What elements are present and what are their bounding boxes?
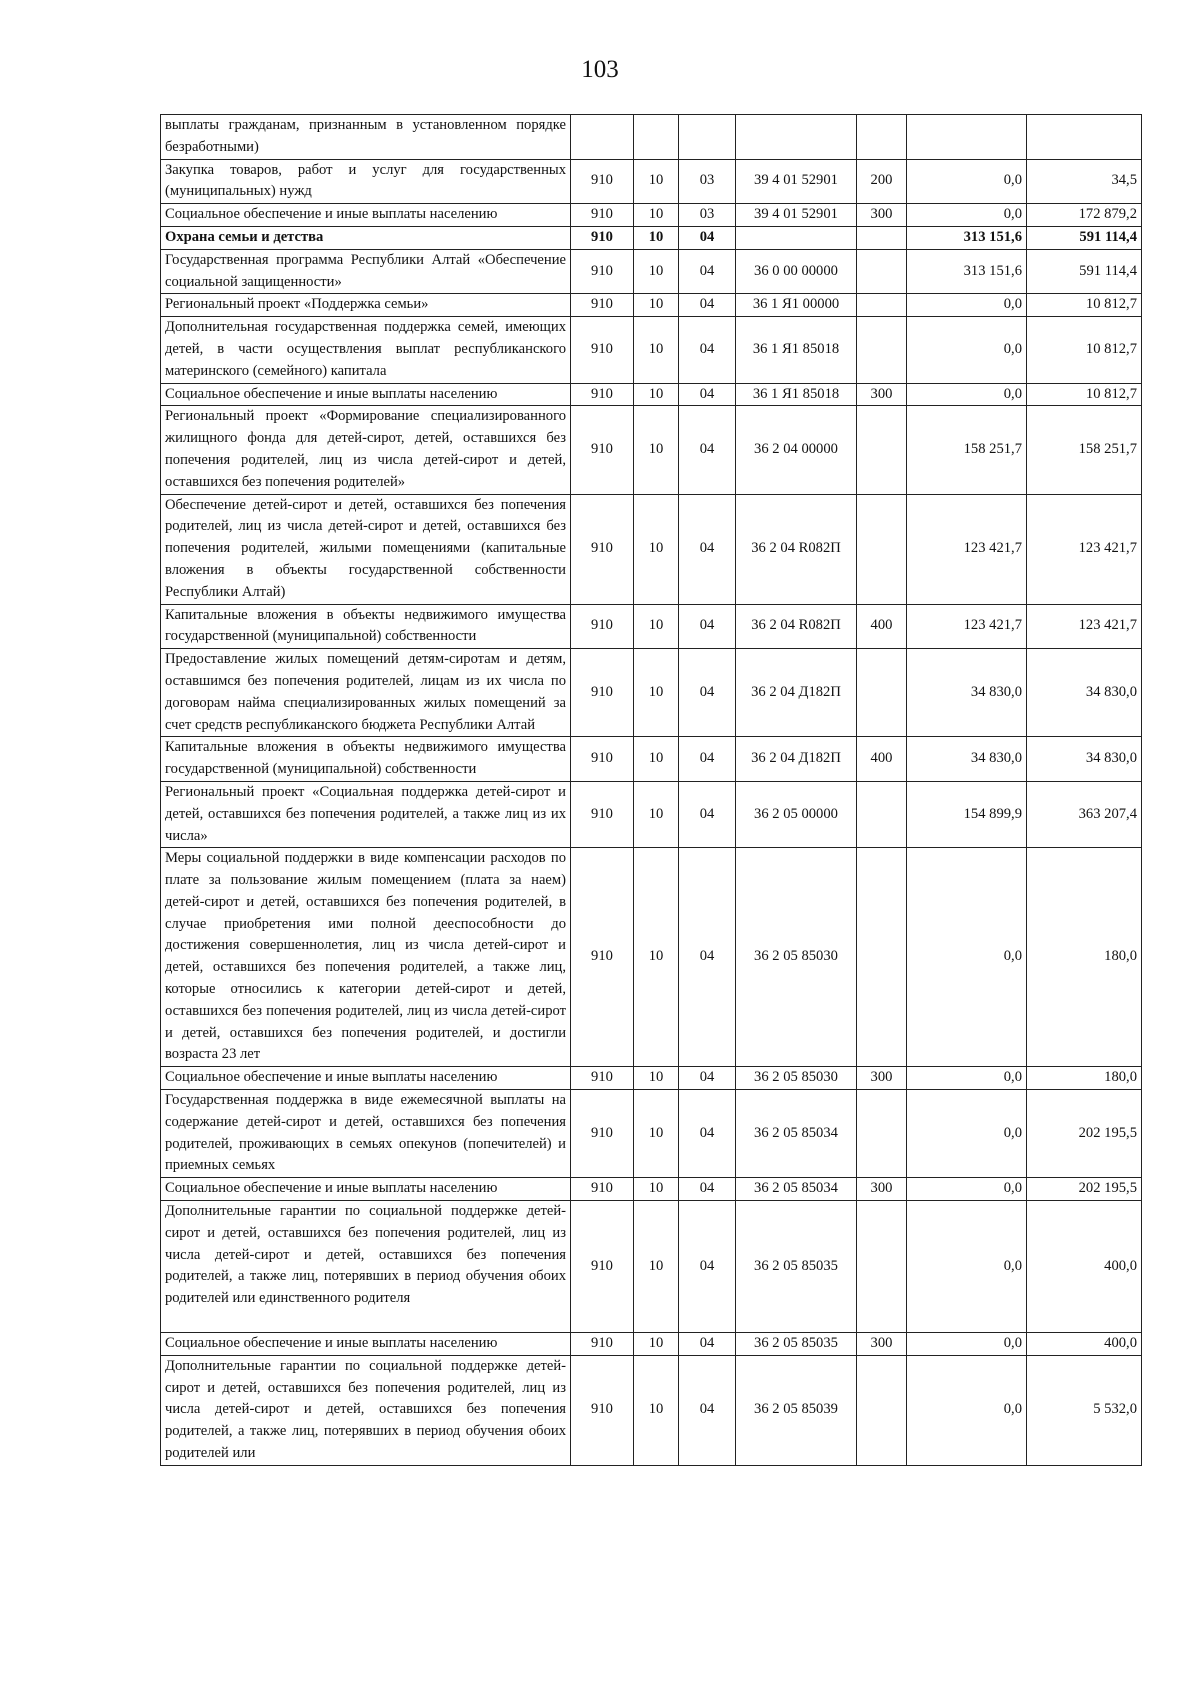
subsection-code-cell: 04 [679,406,736,494]
table-row [161,226,1142,249]
amount-year1-cell: 34 830,0 [907,737,1027,782]
section-code-cell: 10 [634,649,679,737]
expense-type-cell: 300 [857,204,907,227]
subsection-code-cell: 04 [679,1178,736,1201]
amount-year2-cell: 158 251,7 [1027,406,1142,494]
subsection-code-cell: 04 [679,494,736,604]
section-code-cell: 10 [634,294,679,317]
section-code-cell: 10 [634,204,679,227]
amount-year2-cell: 180,0 [1027,848,1142,1067]
target-article-cell: 36 1 Я1 85018 [736,383,857,406]
target-article-cell: 36 2 05 85035 [736,1333,857,1356]
subsection-code-cell: 04 [679,1201,736,1333]
row-name-cell: Социальное обеспечение и иные выплаты населению [161,1067,571,1090]
amount-year2-cell: 180,0 [1027,1067,1142,1090]
table-row [161,494,1142,604]
target-article-cell: 36 2 04 Д182П [736,737,857,782]
amount-year2-cell: 400,0 [1027,1333,1142,1356]
row-name-cell: Обеспечение детей-сирот и детей, оставшихся без попечения родителей, лиц из числа детей-сирот и детей, оставшихся без попечения родителей, жилыми помещениями (капитальные вложения в объекты государственной собственности Республики Алтай) [161,494,571,604]
table-row [161,406,1142,494]
subsection-code-cell: 04 [679,226,736,249]
amount-year2-cell: 34 830,0 [1027,737,1142,782]
subsection-code-cell: 04 [679,1355,736,1465]
target-article-cell: 39 4 01 52901 [736,204,857,227]
subsection-code-cell: 04 [679,737,736,782]
amount-year1-cell: 154 899,9 [907,781,1027,847]
table-row [161,649,1142,737]
row-name-cell: Закупка товаров, работ и услуг для государственных (муниципальных) нужд [161,159,571,204]
row-name-cell: Социальное обеспечение и иные выплаты населению [161,1178,571,1201]
section-code-cell: 10 [634,1067,679,1090]
target-article-cell: 36 2 05 00000 [736,781,857,847]
amount-year1-cell: 0,0 [907,1178,1027,1201]
amount-year2-cell: 591 114,4 [1027,249,1142,294]
amount-year1-cell: 0,0 [907,1333,1027,1356]
amount-year2-cell: 172 879,2 [1027,204,1142,227]
subsection-code-cell: 03 [679,204,736,227]
row-name-cell: Предоставление жилых помещений детям-сиротам и детям, оставшимся без попечения родителей, лицам из их числа по договорам найма специализированных жилых помещений за счет средств республиканского бюджета Республики Алтай [161,649,571,737]
row-name-cell: Региональный проект «Социальная поддержка детей-сирот и детей, оставшихся без попечения родителей, а также лиц из их числа» [161,781,571,847]
grbs-code-cell: 910 [571,494,634,604]
row-name-cell: Региональный проект «Поддержка семьи» [161,294,571,317]
row-name-cell: Региональный проект «Формирование специализированного жилищного фонда для детей-сирот, детей, оставшихся без попечения родителей, лиц из числа детей-сирот и детей, оставшихся без попечения родителей» [161,406,571,494]
amount-year2-cell: 202 195,5 [1027,1090,1142,1178]
table-row [161,781,1142,847]
subsection-code-cell: 03 [679,159,736,204]
grbs-code-cell: 910 [571,604,634,649]
amount-year1-cell: 0,0 [907,1067,1027,1090]
table-row [161,1355,1142,1465]
section-code-cell: 10 [634,317,679,383]
target-article-cell: 36 2 05 85039 [736,1355,857,1465]
section-code-cell: 10 [634,249,679,294]
grbs-code-cell: 910 [571,204,634,227]
section-code-cell: 10 [634,1201,679,1333]
table-row [161,1090,1142,1178]
expense-type-cell: 400 [857,604,907,649]
subsection-code-cell: 04 [679,317,736,383]
target-article-cell: 36 1 Я1 00000 [736,294,857,317]
section-code-cell [634,115,679,160]
section-code-cell: 10 [634,1090,679,1178]
table-row [161,115,1142,160]
table-row [161,317,1142,383]
table-row [161,294,1142,317]
amount-year1-cell: 0,0 [907,294,1027,317]
expense-type-cell [857,1355,907,1465]
section-code-cell: 10 [634,848,679,1067]
subsection-code-cell: 04 [679,294,736,317]
row-name-cell: Дополнительные гарантии по социальной поддержке детей-сирот и детей, оставшихся без попечения родителей, лиц из числа детей-сирот и детей, оставшихся без попечения родителей, а также лиц, потерявших в период обучения обоих родителей или [161,1355,571,1465]
grbs-code-cell: 910 [571,406,634,494]
section-code-cell: 10 [634,1333,679,1356]
amount-year1-cell: 0,0 [907,848,1027,1067]
subsection-code-cell: 04 [679,781,736,847]
subsection-code-cell: 04 [679,649,736,737]
grbs-code-cell: 910 [571,1355,634,1465]
expense-type-cell [857,226,907,249]
subsection-code-cell: 04 [679,1333,736,1356]
expense-type-cell [857,406,907,494]
grbs-code-cell: 910 [571,737,634,782]
expense-type-cell [857,115,907,160]
expense-type-cell: 300 [857,1067,907,1090]
amount-year2-cell: 123 421,7 [1027,604,1142,649]
target-article-cell: 36 2 05 85030 [736,848,857,1067]
section-code-cell: 10 [634,1178,679,1201]
grbs-code-cell: 910 [571,781,634,847]
expense-type-cell [857,649,907,737]
table-row [161,1067,1142,1090]
amount-year2-cell [1027,115,1142,160]
table-row [161,604,1142,649]
section-code-cell: 10 [634,1355,679,1465]
grbs-code-cell: 910 [571,1178,634,1201]
expense-type-cell [857,781,907,847]
amount-year2-cell: 5 532,0 [1027,1355,1142,1465]
table-row [161,1333,1142,1356]
subsection-code-cell: 04 [679,1090,736,1178]
target-article-cell: 36 2 05 85030 [736,1067,857,1090]
row-name-cell: Государственная программа Республики Алтай «Обеспечение социальной защищенности» [161,249,571,294]
section-code-cell: 10 [634,494,679,604]
table-row [161,1178,1142,1201]
table-row [161,383,1142,406]
row-name-cell: выплаты гражданам, признанным в установленном порядке безработными) [161,115,571,160]
target-article-cell [736,115,857,160]
table-row [161,848,1142,1067]
table-row [161,1201,1142,1333]
target-article-cell: 36 2 05 85035 [736,1201,857,1333]
amount-year1-cell: 0,0 [907,1090,1027,1178]
expense-type-cell: 300 [857,383,907,406]
grbs-code-cell: 910 [571,1333,634,1356]
section-code-cell: 10 [634,604,679,649]
table-row [161,249,1142,294]
amount-year2-cell: 34,5 [1027,159,1142,204]
amount-year1-cell: 123 421,7 [907,604,1027,649]
amount-year2-cell: 591 114,4 [1027,226,1142,249]
amount-year2-cell: 202 195,5 [1027,1178,1142,1201]
grbs-code-cell: 910 [571,226,634,249]
grbs-code-cell: 910 [571,159,634,204]
grbs-code-cell: 910 [571,1067,634,1090]
table-row [161,204,1142,227]
expense-type-cell: 400 [857,737,907,782]
target-article-cell [736,226,857,249]
amount-year2-cell: 363 207,4 [1027,781,1142,847]
subsection-code-cell [679,115,736,160]
grbs-code-cell: 910 [571,249,634,294]
grbs-code-cell: 910 [571,1201,634,1333]
expense-type-cell [857,317,907,383]
amount-year1-cell: 158 251,7 [907,406,1027,494]
grbs-code-cell: 910 [571,383,634,406]
subsection-code-cell: 04 [679,383,736,406]
grbs-code-cell: 910 [571,1090,634,1178]
expense-type-cell [857,848,907,1067]
target-article-cell: 36 0 00 00000 [736,249,857,294]
row-name-cell: Капитальные вложения в объекты недвижимого имущества государственной (муниципальной) собственности [161,737,571,782]
amount-year2-cell: 34 830,0 [1027,649,1142,737]
amount-year1-cell [907,115,1027,160]
grbs-code-cell: 910 [571,317,634,383]
expense-type-cell: 300 [857,1178,907,1201]
page-number: 103 [581,56,619,83]
grbs-code-cell: 910 [571,848,634,1067]
grbs-code-cell [571,115,634,160]
budget-table-body [161,115,1142,1466]
grbs-code-cell: 910 [571,649,634,737]
target-article-cell: 36 2 04 R082П [736,494,857,604]
amount-year2-cell: 400,0 [1027,1201,1142,1333]
target-article-cell: 36 2 05 85034 [736,1178,857,1201]
table-row [161,737,1142,782]
row-name-cell: Социальное обеспечение и иные выплаты населению [161,204,571,227]
amount-year2-cell: 10 812,7 [1027,317,1142,383]
subsection-code-cell: 04 [679,848,736,1067]
section-code-cell: 10 [634,226,679,249]
target-article-cell: 36 2 04 R082П [736,604,857,649]
expense-type-cell: 200 [857,159,907,204]
budget-table [160,114,1142,1466]
amount-year2-cell: 10 812,7 [1027,383,1142,406]
target-article-cell: 36 2 04 00000 [736,406,857,494]
expense-type-cell [857,1090,907,1178]
amount-year1-cell: 0,0 [907,159,1027,204]
row-name-cell: Меры социальной поддержки в виде компенсации расходов по плате за пользование жилым помещением (плата за наем) детей-сирот и детей, оставшихся без попечения родителей, в случае приобретения ими полной дееспособности до достижения совершеннолетия, лиц из числа детей-сирот и детей, оставшихся без попечения родителей, а также лиц, которые относились к категории детей-сирот и детей, оставшихся без попечения родителей, лиц из числа детей-сирот и детей, оставшихся без попечения родителей, и достигли возраста 23 лет [161,848,571,1067]
expense-type-cell [857,294,907,317]
row-name-cell: Дополнительные гарантии по социальной поддержке детей-сирот и детей, оставшихся без попечения родителей, лиц из числа детей-сирот и детей, оставшихся без попечения родителей, а также лиц, потерявших в период обучения обоих родителей или единственного родителя [161,1201,571,1333]
section-code-cell: 10 [634,781,679,847]
expense-type-cell [857,1201,907,1333]
amount-year1-cell: 0,0 [907,1355,1027,1465]
subsection-code-cell: 04 [679,604,736,649]
amount-year1-cell: 0,0 [907,204,1027,227]
grbs-code-cell: 910 [571,294,634,317]
target-article-cell: 36 2 04 Д182П [736,649,857,737]
subsection-code-cell: 04 [679,1067,736,1090]
amount-year1-cell: 123 421,7 [907,494,1027,604]
section-code-cell: 10 [634,737,679,782]
table-row [161,159,1142,204]
row-name-cell: Охрана семьи и детства [161,226,571,249]
expense-type-cell [857,249,907,294]
subsection-code-cell: 04 [679,249,736,294]
amount-year2-cell: 10 812,7 [1027,294,1142,317]
row-name-cell: Социальное обеспечение и иные выплаты населению [161,1333,571,1356]
target-article-cell: 36 2 05 85034 [736,1090,857,1178]
row-name-cell: Капитальные вложения в объекты недвижимого имущества государственной (муниципальной) собственности [161,604,571,649]
row-name-cell: Дополнительная государственная поддержка семей, имеющих детей, в части осуществления выплат республиканского материнского (семейного) капитала [161,317,571,383]
amount-year1-cell: 0,0 [907,383,1027,406]
row-name-cell: Социальное обеспечение и иные выплаты населению [161,383,571,406]
amount-year1-cell: 0,0 [907,1201,1027,1333]
amount-year1-cell: 313 151,6 [907,226,1027,249]
amount-year2-cell: 123 421,7 [1027,494,1142,604]
section-code-cell: 10 [634,383,679,406]
target-article-cell: 39 4 01 52901 [736,159,857,204]
expense-type-cell: 300 [857,1333,907,1356]
section-code-cell: 10 [634,159,679,204]
section-code-cell: 10 [634,406,679,494]
row-name-cell: Государственная поддержка в виде ежемесячной выплаты на содержание детей-сирот и детей, оставшихся без попечения родителей, проживающих в семьях опекунов (попечителей) и приемных семьях [161,1090,571,1178]
amount-year1-cell: 313 151,6 [907,249,1027,294]
expense-type-cell [857,494,907,604]
amount-year1-cell: 34 830,0 [907,649,1027,737]
target-article-cell: 36 1 Я1 85018 [736,317,857,383]
amount-year1-cell: 0,0 [907,317,1027,383]
